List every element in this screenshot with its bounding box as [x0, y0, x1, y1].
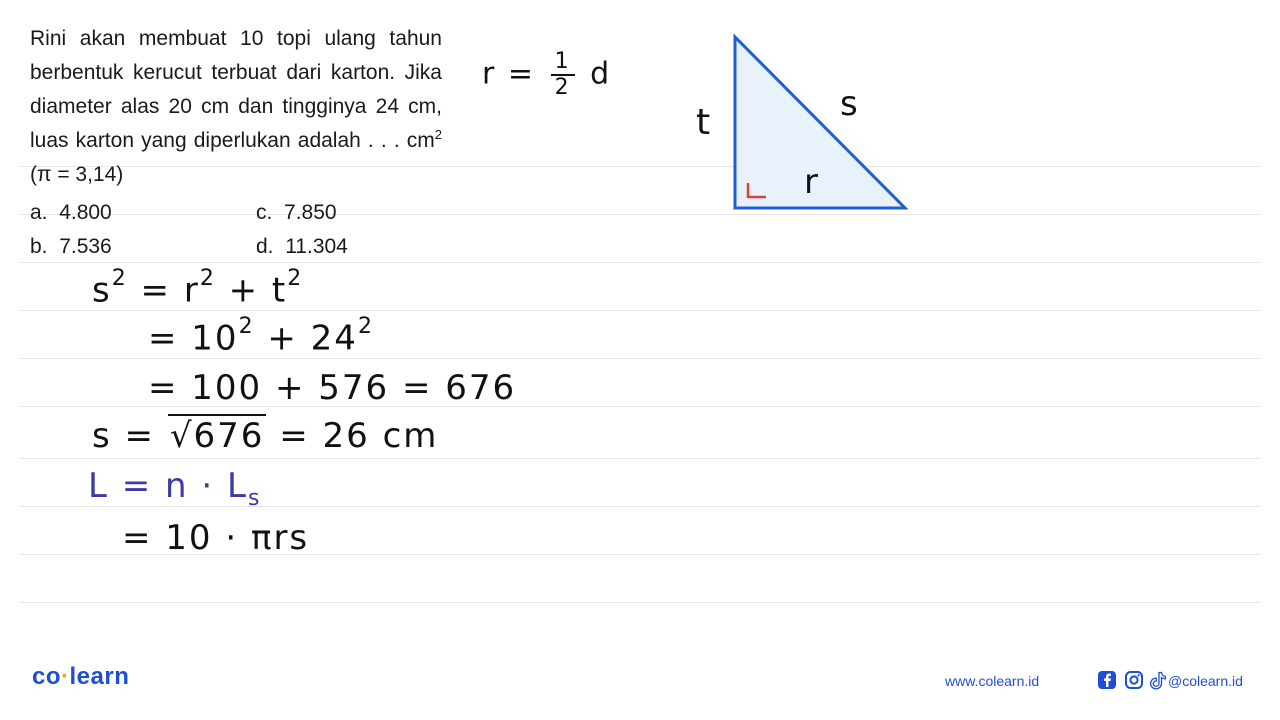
exponent: 2 — [287, 266, 304, 291]
term: s = — [92, 416, 168, 456]
cone-cross-section-triangle — [690, 25, 950, 225]
label-height-t: t — [696, 102, 713, 143]
logo-part: learn — [69, 663, 130, 690]
choice-label: c. — [256, 201, 273, 224]
instagram-icon[interactable] — [1124, 670, 1144, 690]
choice-a — [30, 196, 112, 230]
unit-exponent: 2 — [434, 127, 442, 142]
term: + 24 — [254, 318, 358, 359]
choice-value: 7.850 — [284, 201, 337, 224]
facebook-icon[interactable] — [1097, 670, 1117, 690]
choice-value: 11.304 — [285, 235, 348, 258]
choice-label: d. — [256, 235, 274, 258]
fraction-half — [551, 50, 575, 100]
fraction-numerator: 1 — [551, 50, 575, 76]
square-root: √676 — [169, 416, 265, 456]
pi-note: (π = 3,14) — [30, 163, 124, 186]
logo-dot: · — [61, 663, 70, 690]
solution-line-5 — [88, 466, 261, 511]
website-link[interactable]: www.colearn.id — [945, 673, 1040, 689]
ruled-line — [20, 214, 1260, 215]
social-handle[interactable]: @colearn.id — [1168, 673, 1243, 689]
solution-line-4 — [92, 416, 438, 456]
label-slant-s: s — [840, 84, 860, 124]
logo-part: co — [32, 663, 62, 690]
formula-right: d — [590, 56, 612, 92]
fraction-denominator: 2 — [554, 75, 571, 100]
choice-c — [256, 196, 337, 230]
choice-d — [256, 230, 348, 264]
solution-line-3: = 100 + 576 = 676 — [148, 368, 517, 408]
problem-statement — [30, 22, 442, 192]
exponent: 2 — [111, 266, 128, 291]
term: L = n · L — [88, 466, 248, 506]
ruled-line — [20, 262, 1260, 263]
term: + t — [215, 270, 288, 311]
term: = 10 — [148, 318, 239, 359]
solution-line-1 — [92, 266, 304, 311]
radius-formula — [482, 50, 611, 100]
ruled-line — [20, 458, 1260, 459]
solution-line-2 — [148, 314, 374, 359]
choice-value: 7.536 — [59, 235, 112, 258]
subscript: s — [247, 485, 262, 511]
problem-text: Rini akan membuat 10 topi ulang tahun berbentuk kerucut terbuat dari karton. Jika diameter alas 20 cm dan tingginya 24 cm, luas karton yang diperlukan adalah . . . cm — [30, 27, 442, 152]
colearn-logo — [32, 663, 129, 691]
exponent: 2 — [199, 266, 216, 291]
exponent: 2 — [357, 314, 374, 339]
tiktok-icon[interactable] — [1148, 670, 1168, 690]
choice-value: 4.800 — [59, 201, 112, 224]
formula-left: r = — [482, 56, 536, 92]
term: = 26 cm — [266, 416, 439, 456]
label-radius-r: r — [804, 162, 820, 202]
term: = r — [127, 270, 200, 311]
choice-label: a. — [30, 201, 48, 224]
exponent: 2 — [238, 314, 255, 339]
choice-label: b. — [30, 235, 48, 258]
ruled-line — [20, 602, 1260, 603]
choice-b — [30, 230, 112, 264]
solution-line-6: = 10 · πrs — [122, 518, 310, 558]
radicand: 676 — [193, 416, 265, 456]
term: s — [92, 270, 112, 311]
triangle-shape — [735, 37, 905, 208]
